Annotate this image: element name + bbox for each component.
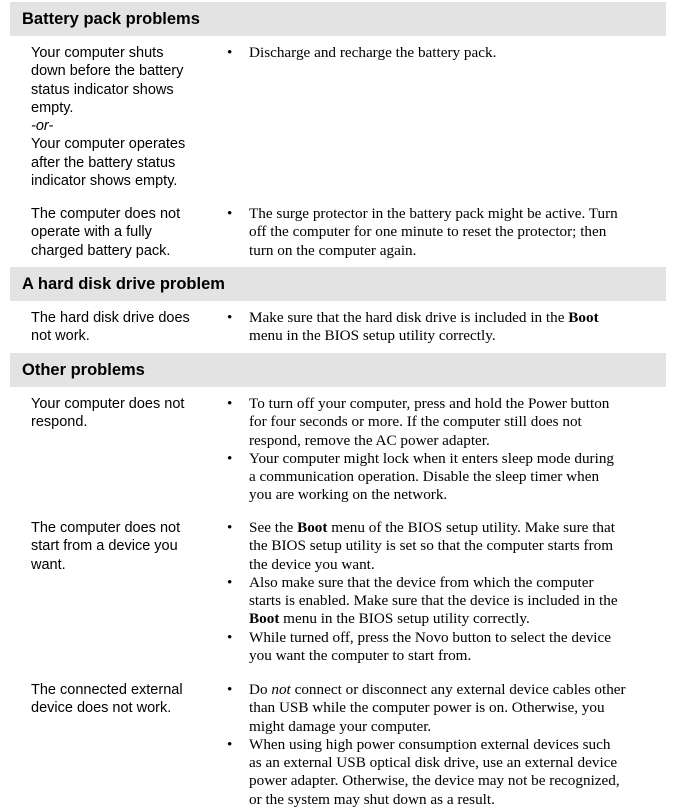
problem-external-device xyxy=(31,681,206,718)
solution-line: While turned off, press the Novo button to select the device xyxy=(249,628,612,646)
solutions-not-start xyxy=(225,519,645,665)
solution-item xyxy=(225,681,645,736)
solution-line: Discharge and recharge the battery pack. xyxy=(249,44,497,61)
solution-item xyxy=(225,519,645,574)
problem-battery-shutdown xyxy=(31,44,206,190)
problem-line: indicator shows empty. xyxy=(31,173,178,190)
italic-term: not xyxy=(271,681,291,698)
solution-line: might damage your computer. xyxy=(249,717,432,735)
solution-line: than USB while the computer power is on. Otherwise, you xyxy=(249,699,605,717)
text-span: Make sure that the hard disk drive is included in the xyxy=(249,309,569,326)
solution-item xyxy=(225,395,645,450)
solution-item xyxy=(225,736,645,809)
problem-line: Your computer operates xyxy=(31,136,186,153)
problem-line: status indicator shows xyxy=(31,81,174,98)
problem-not-start xyxy=(31,519,206,574)
solution-line: turn on the computer again. xyxy=(249,241,417,259)
problem-line: Your computer shuts xyxy=(31,45,164,61)
solution-line: menu in the BIOS setup utility correctly. xyxy=(249,327,496,345)
section-title: Other problems xyxy=(22,361,145,379)
bullet-icon: • xyxy=(227,735,233,753)
solution-line: or the system may shut down as a result. xyxy=(249,790,495,808)
section-header-hard-disk xyxy=(10,267,666,301)
solution-item xyxy=(225,450,645,505)
solution-line: starts is enabled. Make sure that the device is included in the xyxy=(249,592,618,610)
bullet-icon: • xyxy=(227,395,233,412)
text-span: See the xyxy=(249,519,298,536)
problem-not-respond xyxy=(31,395,206,432)
problem-line: charged battery pack. xyxy=(31,242,171,259)
solution-line: as an external USB optical disk drive, use an external device xyxy=(249,754,618,772)
solution-line: Your computer might lock when it enters sleep mode during xyxy=(249,449,615,467)
problem-line: after the battery status xyxy=(31,154,176,171)
problem-line: The computer does not xyxy=(31,520,181,536)
solutions-battery-shutdown xyxy=(225,44,645,62)
problem-line: start from a device you xyxy=(31,538,178,555)
section-title: Battery pack problems xyxy=(22,10,200,28)
solution-line: for four seconds or more. If the computer still does not xyxy=(249,413,582,431)
problem-line: operate with a fully xyxy=(31,224,152,241)
solution-line: power adapter. Otherwise, the device may not be recognized, xyxy=(249,772,620,790)
solution-line: the BIOS setup utility is set so that the computer starts from xyxy=(249,537,614,555)
text-span: Do xyxy=(249,681,272,698)
bullet-icon: • xyxy=(227,573,233,591)
text-span: menu of the BIOS setup utility. Make sure that xyxy=(327,519,615,536)
problem-line: Your computer does not xyxy=(31,396,185,412)
bullet-icon: • xyxy=(227,681,233,698)
solution-line: off the computer for one minute to reset the protector; then xyxy=(249,223,607,241)
solution-line xyxy=(249,610,645,628)
solution-line xyxy=(249,681,645,699)
solution-line: you want the computer to start from. xyxy=(249,647,472,665)
solution-line: When using high power consumption external devices such xyxy=(249,735,611,753)
problem-hard-disk xyxy=(31,309,206,346)
solution-line: The surge protector in the battery pack might be active. Turn xyxy=(249,205,618,222)
problem-or-separator: -or- xyxy=(31,118,54,135)
solution-line: Also make sure that the device from which the computer xyxy=(249,573,594,591)
solution-item xyxy=(225,574,645,629)
section-title: A hard disk drive problem xyxy=(22,275,225,293)
text-span: connect or disconnect any external device cables other xyxy=(290,681,626,698)
problem-line: empty. xyxy=(31,99,74,116)
bullet-icon: • xyxy=(227,44,233,61)
problem-line: respond. xyxy=(31,414,88,431)
bullet-icon: • xyxy=(227,628,233,646)
solution-line: the device you want. xyxy=(249,555,375,573)
solutions-external-device xyxy=(225,681,645,809)
bullet-icon: • xyxy=(227,449,233,467)
text-span: menu in the BIOS setup utility correctly. xyxy=(279,610,530,628)
bold-term: Boot xyxy=(568,309,599,326)
problem-line: device does not work. xyxy=(31,700,172,717)
solution-item xyxy=(225,44,645,62)
problem-line: The connected external xyxy=(31,682,183,698)
problem-line: not work. xyxy=(31,328,90,345)
bold-term: Boot xyxy=(297,519,328,536)
solutions-not-respond xyxy=(225,395,645,505)
bullet-icon: • xyxy=(227,309,233,326)
solutions-battery-not-operate xyxy=(225,205,645,260)
solutions-hard-disk xyxy=(225,309,645,346)
solution-line: To turn off your computer, press and hold the Power button xyxy=(249,395,610,412)
solution-line xyxy=(249,309,645,327)
solution-line: a communication operation. Disable the sleep timer when xyxy=(249,468,600,486)
section-header-battery xyxy=(10,2,666,36)
solution-item xyxy=(225,205,645,260)
problem-line: down before the battery xyxy=(31,63,184,80)
bold-term: Boot xyxy=(249,610,280,628)
section-header-other xyxy=(10,353,666,387)
problem-line: The hard disk drive does xyxy=(31,310,190,326)
problem-battery-not-operate xyxy=(31,205,206,260)
bullet-icon: • xyxy=(227,519,233,536)
bullet-icon: • xyxy=(227,205,233,222)
problem-line: The computer does not xyxy=(31,206,181,222)
problem-line: want. xyxy=(31,556,66,573)
solution-item xyxy=(225,309,645,346)
solution-line: you are working on the network. xyxy=(249,486,448,504)
solution-item xyxy=(225,629,645,666)
solution-line: respond, remove the AC power adapter. xyxy=(249,431,490,449)
solution-line xyxy=(249,519,645,537)
